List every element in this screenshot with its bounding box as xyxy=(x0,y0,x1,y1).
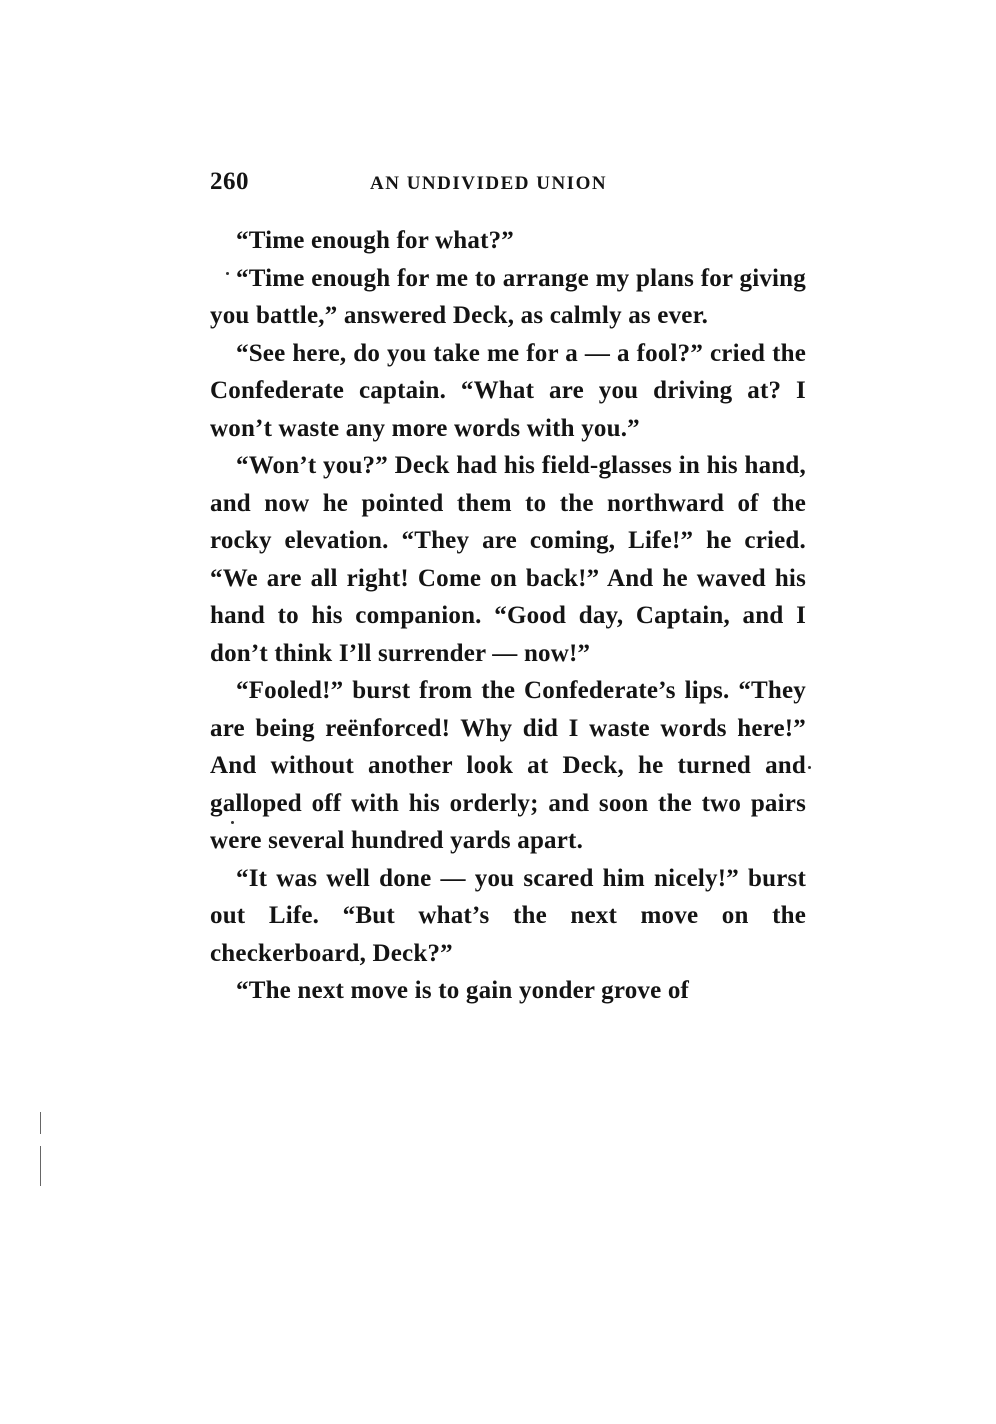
margin-scan-mark xyxy=(40,1112,41,1134)
margin-scan-mark xyxy=(40,1146,41,1186)
scan-speck xyxy=(226,272,229,275)
paragraph: “See here, do you take me for a — a fool?” cried the Confederate captain. “What are you driving at? I won’t waste any more words with you.” xyxy=(210,339,806,442)
scan-speck xyxy=(808,766,811,769)
paragraph: “The next move is to gain yonder grove of xyxy=(236,977,690,1004)
paragraph: “It was well done — you scared him nicely!” burst out Life. “But what’s the next move on the checkerboard, Deck?” xyxy=(210,864,806,967)
paragraph: “Time enough for me to arrange my plans for giving you battle,” answered Deck, as calmly as ever. xyxy=(210,264,806,329)
page-number: 260 xyxy=(210,168,249,195)
paragraph: “Fooled!” burst from the Confederate’s lips. “They are being reënforced! Why did I waste words here!” And without another look at Deck, he turned and galloped off with his orderly; and soon the two pairs were several hundred yards apart. xyxy=(210,677,806,854)
scan-speck xyxy=(231,821,234,824)
paragraph: “Won’t you?” Deck had his field-glasses in his hand, and now he pointed them to the northward of the rocky elevation. “They are coming, Life!” he cried. “We are all right! Come on back!” And he waved his hand to his companion. “Good day, Captain, and I don’t think I’ll surrender — now!” xyxy=(210,452,806,667)
running-head: AN UNDIVIDED UNION xyxy=(370,173,608,194)
body-text xyxy=(210,222,806,1010)
page-header xyxy=(210,168,806,202)
paragraph: “Time enough for what?” xyxy=(236,227,515,254)
